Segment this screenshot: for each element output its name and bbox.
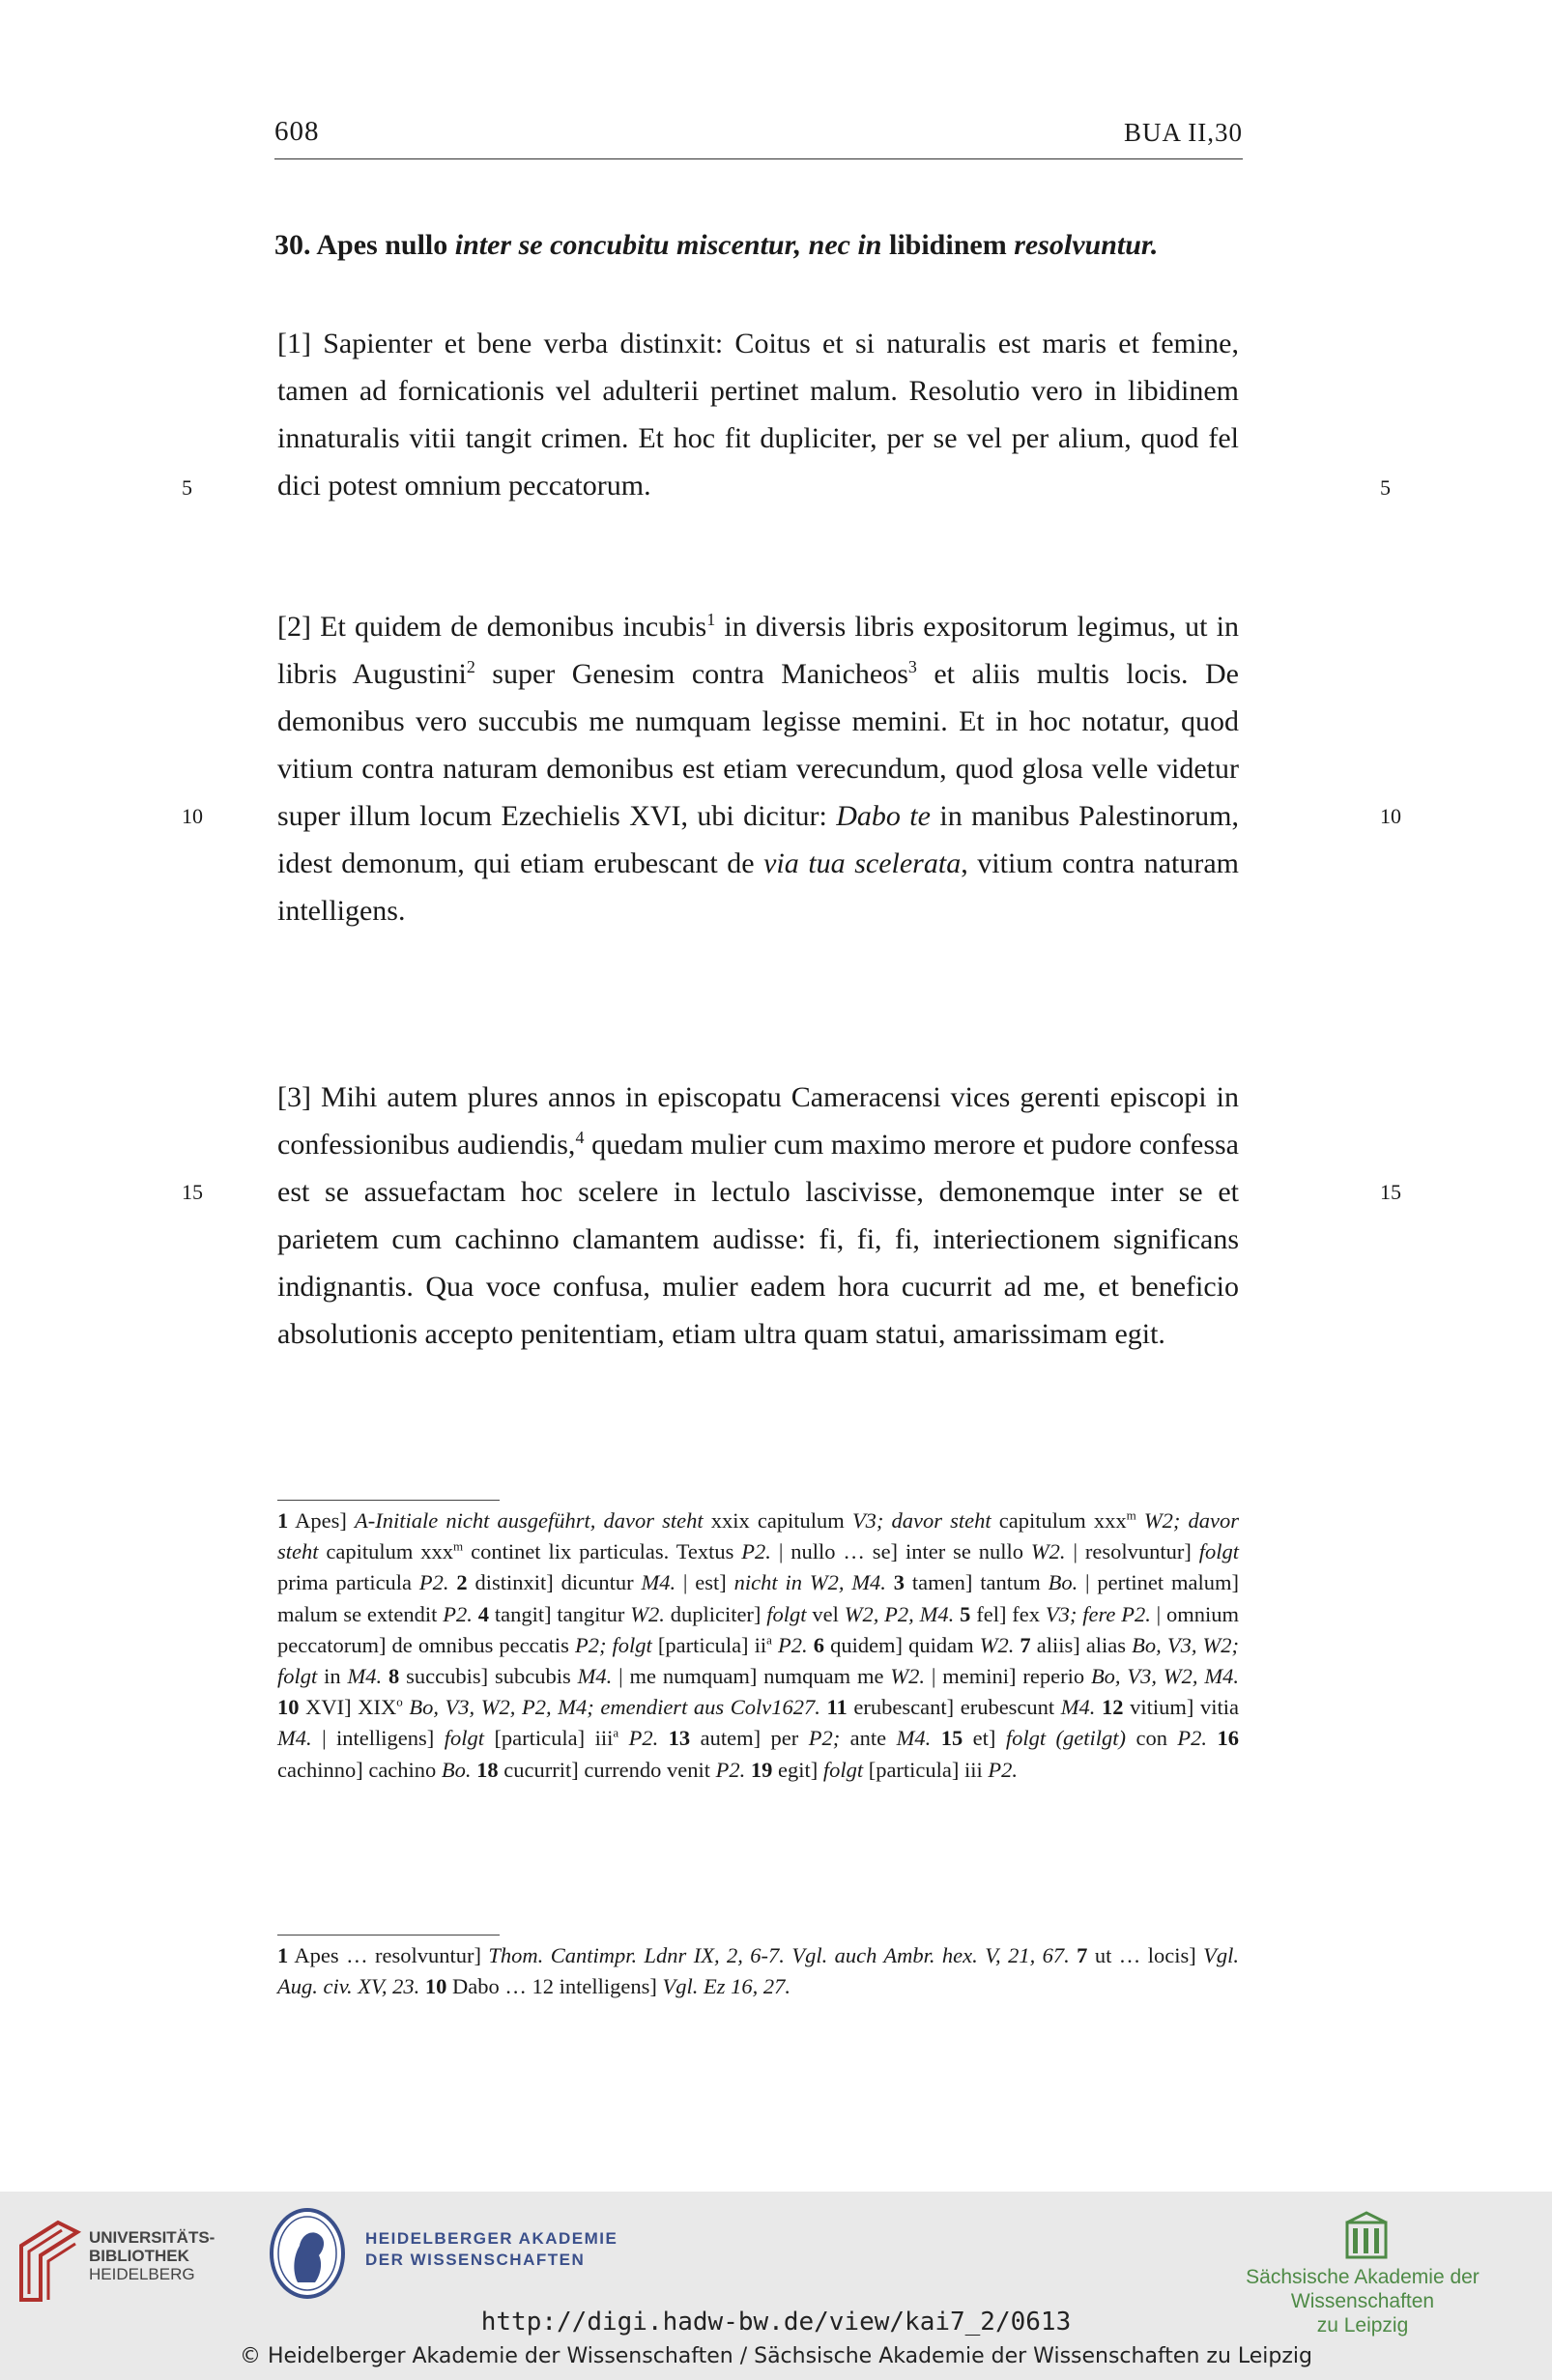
text-run: 11: [819, 1695, 848, 1720]
line-number-left: 5: [182, 475, 192, 500]
paragraph-text: [2] Et quidem de demonibus incubis: [277, 611, 707, 643]
running-head: [274, 116, 1243, 159]
paragraph-3: [277, 1074, 1239, 1358]
text-run: 4: [472, 1601, 489, 1626]
text-run: zu Leipzig: [1316, 2314, 1409, 2337]
text-run: | intelligens]: [311, 1726, 445, 1751]
viewer-footer: [0, 2192, 1552, 2380]
text-run: distinxit] dicuntur: [467, 1570, 642, 1595]
text-run: V3; fere P2.: [1045, 1601, 1151, 1626]
text-run: UNIVERSITÄTS-: [89, 2228, 216, 2247]
text-run: m: [453, 1538, 464, 1554]
heading-text-italic: inter se concubitu miscentur, nec in: [454, 229, 882, 261]
text-run: Bo.: [1048, 1570, 1078, 1595]
text-run: | pertinet malum] malum se extendit: [277, 1570, 1239, 1626]
text-run: 13: [658, 1726, 691, 1751]
text-run: o: [396, 1694, 403, 1709]
text-run: 15: [931, 1726, 963, 1751]
text-run: | me numquam] numquam me: [612, 1664, 891, 1689]
saxon-academy-emblem: [1345, 2211, 1388, 2259]
line-number-left: 15: [182, 1180, 203, 1204]
text-run: tamen] tantum: [905, 1570, 1049, 1595]
footnote-ref: 1: [706, 610, 716, 629]
paragraph-text: quedam mulier cum maximo merore et pudore confessa est se assuefactam hoc scelere in lectulo lascivisse, demonemque inter se et parietem cum cachinno clamantem audisse: fi, fi, fi, interiectionem significans indignantis. Qua voce confusa, mulier eadem hora cucurrit ad me, et beneficio absolutionis accepto penitentiam, etiam ultra quam statui, amarissimam egit.: [277, 1129, 1239, 1350]
text-run: vel: [806, 1601, 845, 1626]
text-run: Vgl. Ez 16, 27.: [662, 1974, 790, 1999]
text-run: vitium] vitia: [1123, 1695, 1240, 1720]
footnote-ref: 2: [466, 657, 475, 676]
text-run: tangit] tangitur: [488, 1601, 631, 1626]
text-run: W2.: [1030, 1539, 1066, 1564]
text-run: 5: [954, 1601, 971, 1626]
text-run: 6: [807, 1632, 824, 1657]
text-run: a: [766, 1632, 772, 1648]
paragraph-text: in manibus Palestinorum, idest demonum, qui etiam erubescant de: [277, 800, 1239, 879]
text-run: 3: [885, 1570, 905, 1595]
critical-apparatus: [277, 1505, 1239, 1786]
text-run: 16: [1207, 1726, 1239, 1751]
text-run: HEIDELBERG: [89, 2265, 195, 2283]
apparatus-rule: [277, 1500, 500, 1501]
text-run: cucurrit] currendo venit: [498, 1757, 716, 1782]
sources-apparatus: [277, 1940, 1239, 2002]
text-run: 10: [277, 1695, 300, 1720]
running-title: BUA II,30: [1124, 118, 1243, 147]
text-run: 8: [382, 1664, 400, 1689]
text-run: 1: [277, 1508, 289, 1533]
text-run: | nullo … se] inter se nullo: [770, 1539, 1031, 1564]
text-run: a: [613, 1725, 619, 1740]
text-run: 12: [1095, 1695, 1124, 1720]
paragraph-2: [277, 603, 1239, 934]
text-run: [particula] iii: [483, 1726, 614, 1751]
text-run: m: [1126, 1507, 1136, 1523]
copyright-notice: © Heidelberger Akademie der Wissenschaften / Sächsische Akademie der Wissenschaften zu Leipzig: [239, 2344, 1312, 2368]
heidelberg-academy-name: [365, 2228, 618, 2271]
text-run: DER WISSENSCHAFTEN: [365, 2251, 586, 2269]
paragraph-text: et aliis multis locis. De demonibus vero succubis me numquam legisse memini. Et in hoc notatur, quod vitium contra naturam demonibus est etiam verecundum, quod glosa velle videtur super illum locum Ezechielis XVI, ubi dicitur:: [277, 658, 1239, 832]
text-run: BIBLIOTHEK: [89, 2247, 189, 2265]
text-run: A-Initiale nicht ausgeführt, davor steht: [355, 1508, 704, 1533]
text-run: folgt: [822, 1757, 864, 1782]
line-number-right: 15: [1380, 1180, 1401, 1204]
text-run: 18: [471, 1757, 499, 1782]
text-run: XVI] XIX: [299, 1695, 397, 1720]
text-run: | omnium peccatorum] de omnibus peccatis: [277, 1601, 1240, 1657]
text-run: M4.: [277, 1726, 312, 1751]
text-run: P2.: [628, 1726, 659, 1751]
text-run: [1136, 1508, 1144, 1533]
text-run: 2: [448, 1570, 468, 1595]
text-run: Bo.: [441, 1757, 472, 1782]
text-run: capitulum xxx: [318, 1539, 454, 1564]
text-run: [particula] ii: [651, 1632, 767, 1657]
text-run: 19: [745, 1757, 773, 1782]
text-run: quidem] quidam: [823, 1632, 980, 1657]
text-run: Thom. Cantimpr. Ldnr IX, 2, 6-7. Vgl. auch Ambr. hex. V, 21, 67.: [488, 1943, 1070, 1967]
text-run: [618, 1726, 628, 1750]
text-run: succubis] subcubis: [399, 1664, 578, 1689]
text-run: P2.: [443, 1601, 473, 1626]
text-run: fel] fex: [970, 1601, 1046, 1626]
text-run: 1: [277, 1943, 289, 1967]
text-run: prima particula: [277, 1570, 419, 1595]
quotation: Dabo te: [836, 800, 931, 832]
paragraph-1: [277, 320, 1239, 509]
text-run: M4.: [896, 1726, 932, 1751]
text-run: in: [317, 1664, 348, 1689]
page-number: 608: [274, 116, 320, 147]
sources-rule: [277, 1935, 500, 1936]
text-run: P2.: [741, 1539, 771, 1564]
heidelberg-academy-seal: [269, 2207, 346, 2300]
text-run: ante: [840, 1726, 897, 1751]
text-run: capitulum xxx: [991, 1508, 1127, 1533]
text-run: P2;: [808, 1726, 841, 1751]
heading-text: libidinem: [888, 229, 1007, 261]
text-run: Vgl. Aug. civ. XV, 23.: [277, 1943, 1239, 1999]
text-run: dupliciter]: [664, 1601, 767, 1626]
text-run: | memini] reperio: [925, 1664, 1091, 1689]
text-run: | resolvuntur]: [1065, 1539, 1199, 1564]
text-run: P2.: [778, 1632, 808, 1657]
text-run: V3; davor steht: [851, 1508, 992, 1533]
text-run: M4.: [641, 1570, 676, 1595]
heading-text-italic: resolvuntur.: [1014, 229, 1159, 261]
text-run: P2.: [1177, 1726, 1208, 1751]
text-run: P2.: [418, 1570, 449, 1595]
text-run: W2, P2, M4.: [844, 1601, 955, 1626]
footnote-ref: 3: [907, 657, 917, 676]
text-run: HEIDELBERGER AKADEMIE: [365, 2229, 618, 2248]
text-run: M4.: [1060, 1695, 1096, 1720]
text-run: 7: [1014, 1632, 1031, 1657]
paragraph-text: super Genesim contra Manicheos: [474, 658, 908, 690]
text-run: 7: [1069, 1943, 1088, 1967]
university-library-name: [89, 2228, 215, 2283]
text-run: folgt (getilgt): [1005, 1726, 1127, 1751]
text-run: folgt: [766, 1601, 807, 1626]
text-run: autem] per: [690, 1726, 809, 1751]
text-run: W2.: [890, 1664, 926, 1689]
university-library-logo: [15, 2217, 83, 2302]
text-run: aliis] alias: [1030, 1632, 1133, 1657]
text-run: Apes … resolvuntur]: [288, 1943, 489, 1967]
text-run: P2; folgt: [574, 1632, 652, 1657]
text-run: Dabo … 12 intelligens]: [446, 1974, 663, 1999]
permalink-url[interactable]: http://digi.hadw-bw.de/view/kai7_2/0613: [480, 2308, 1072, 2337]
paragraph-text: [3] Mihi autem plures annos in episcopatu Cameracensi vices gerenti episcopi in confessionibus audiendis,: [277, 1081, 1239, 1161]
text-run: P2.: [715, 1757, 746, 1782]
text-run: cachinno] cachino: [277, 1757, 442, 1782]
text-run: W2.: [979, 1632, 1015, 1657]
paragraph-text: , vitium contra naturam intelligens.: [277, 847, 1239, 927]
text-run: continet lix particulas. Textus: [463, 1539, 742, 1564]
text-run: xxix capitulum: [703, 1508, 852, 1533]
text-run: Sächsische Akademie der Wissenschaften: [1246, 2266, 1480, 2312]
text-run: Bo, V3, W2, P2, M4; emendiert aus Colv1627.: [409, 1695, 820, 1720]
text-run: W2; davor steht: [277, 1508, 1240, 1564]
text-run: M4.: [347, 1664, 383, 1689]
quotation: via tua scelerata: [763, 847, 962, 879]
paragraph-text: in diversis libris expositorum legimus, ut in libris Augustini: [277, 611, 1239, 690]
text-run: erubescant] erubescunt: [847, 1695, 1061, 1720]
text-run: et]: [963, 1726, 1006, 1751]
text-run: P2.: [988, 1757, 1019, 1782]
text-run: ut … locis]: [1087, 1943, 1204, 1967]
line-number-right: 10: [1380, 804, 1401, 828]
text-run: Bo, V3, W2, M4.: [1090, 1664, 1240, 1689]
footnote-ref: 4: [575, 1128, 585, 1147]
text-run: folgt: [444, 1726, 484, 1751]
text-run: Bo, V3, W2; folgt: [277, 1632, 1240, 1689]
line-number-right: 5: [1380, 475, 1391, 500]
line-number-left: 10: [182, 804, 203, 828]
heading-number: 30.: [274, 229, 311, 261]
text-run: nicht in W2, M4.: [733, 1570, 886, 1595]
text-run: 10: [419, 1974, 447, 1999]
text-run: | est]: [675, 1570, 734, 1595]
text-run: W2.: [630, 1601, 665, 1626]
text-run: folgt: [1198, 1539, 1239, 1564]
text-run: con: [1126, 1726, 1178, 1751]
heading-text: Apes nullo: [316, 229, 448, 261]
chapter-heading: [274, 229, 1243, 262]
paragraph-text: [1] Sapienter et bene verba distinxit: Coitus et si naturalis est maris et femine, tamen ad fornicationis vel adulterii pertinet malum. Resolutio vero in libidinem innaturalis vitii tangit crimen. Et hoc fit dupliciter, per se vel per alium, quod fel dici potest omnium peccatorum.: [277, 328, 1239, 502]
text-run: M4.: [577, 1664, 613, 1689]
text-run: [particula] iii: [863, 1757, 989, 1782]
text-run: egit]: [772, 1757, 823, 1782]
text-run: Apes]: [288, 1508, 355, 1533]
